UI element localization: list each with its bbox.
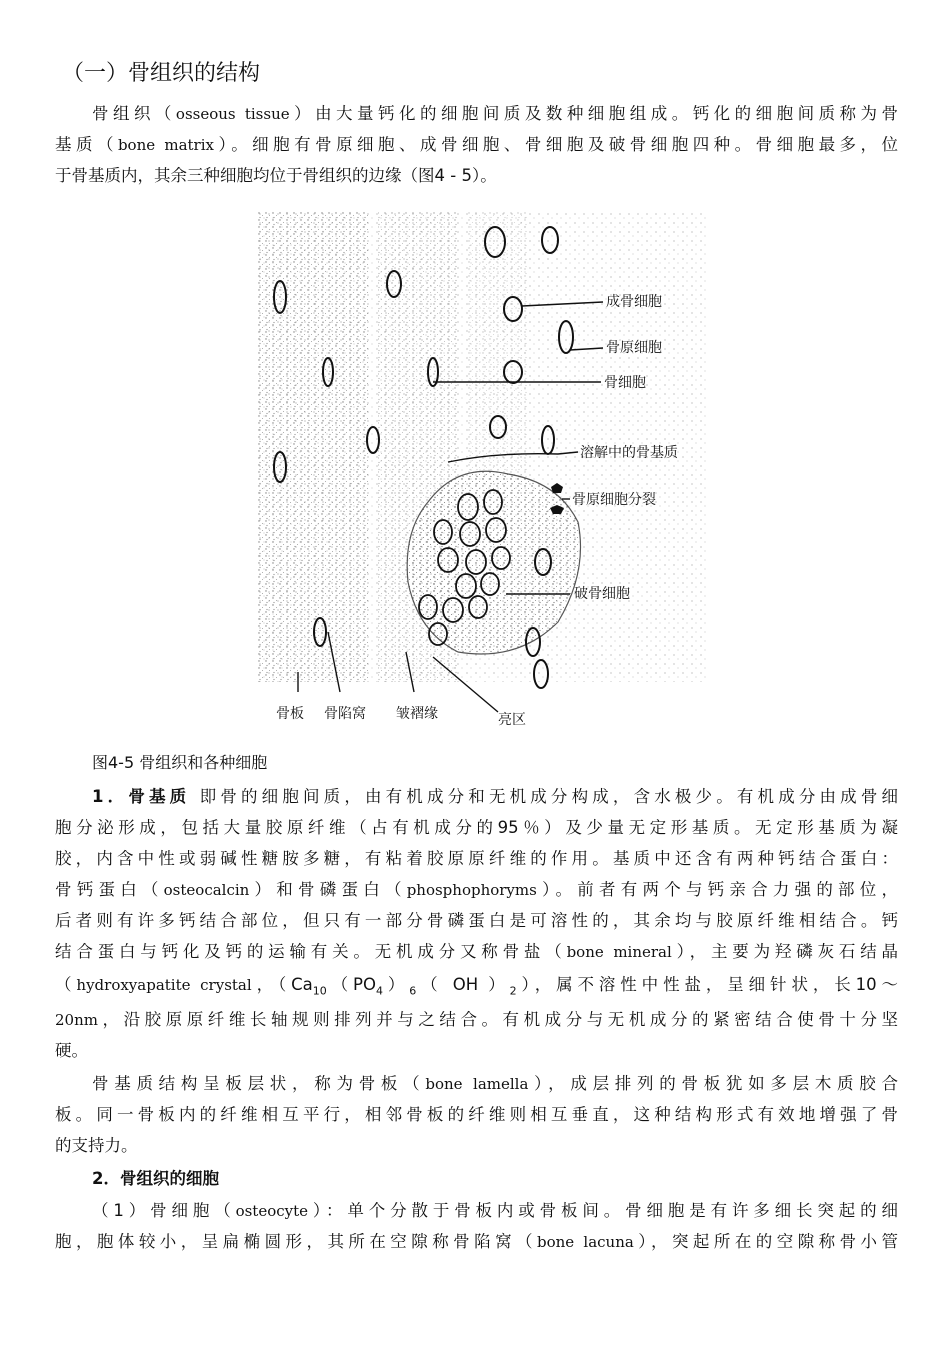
measurement: 20nm	[55, 1011, 98, 1029]
term-latin: osteocalcin	[163, 881, 250, 899]
text: ），成层排列的骨板犹如多层木质胶合	[528, 1074, 898, 1093]
subscript: 4	[375, 984, 383, 998]
section-title: （一）骨组织的结构	[62, 61, 261, 86]
label-osteoblast: 成骨细胞	[606, 294, 662, 310]
text: （1）骨细胞（	[92, 1201, 236, 1220]
text: ）。前者有两个与钙亲合力强的部位，	[536, 880, 899, 899]
lamella-line-3: 的支持力。	[55, 1136, 138, 1155]
intro-line-3	[55, 160, 898, 191]
bone-tissue-illustration	[258, 212, 706, 744]
label-lamella: 骨板	[276, 706, 304, 722]
text: 骨组织（	[92, 104, 176, 123]
cells-line-1	[55, 1195, 898, 1227]
text: ），属不溶性中性盐，呈细针状，长10～	[516, 975, 899, 994]
text: ）：单个分散于骨板内或骨板间。骨细胞是有许多细长突起的细	[308, 1201, 899, 1220]
intro-line-2	[55, 129, 898, 161]
text: ）	[382, 975, 410, 994]
matrix-line-9: 硬。	[55, 1041, 88, 1060]
text: ，沿胶原原纤维长轴规则排列并与之结合。有机成分与无机成分的紧密结合使骨十分坚	[97, 1010, 898, 1029]
subscript: 6	[409, 984, 417, 998]
label-dissolving-matrix: 溶解中的骨基质	[580, 445, 678, 461]
text: 即骨的细胞间质，由有机成分和无机成分构成，含水极少。有机成分由成骨细	[199, 787, 899, 806]
heading-bone-matrix: 骨基质	[128, 787, 191, 806]
subscript: 2	[509, 984, 517, 998]
term-latin: osseous tissue	[175, 105, 290, 123]
intro-line-1	[55, 98, 898, 130]
term-latin: bone matrix	[117, 136, 214, 154]
heading-number: 1．	[92, 787, 129, 806]
text: 骨钙蛋白（	[55, 880, 164, 899]
bone-tissue-figure	[258, 212, 706, 744]
label-clear-zone: 亮区	[498, 712, 526, 728]
text: （	[55, 975, 77, 994]
term-latin: bone mineral	[566, 943, 672, 961]
matrix-line-2: 胞分泌形成，包括大量胶原纤维（占有机成分的95％）及少量无定形基质。无定形基质为凝	[55, 818, 898, 837]
text: ）由大量钙化的细胞间质及数种细胞组成。钙化的细胞间质称为骨	[289, 104, 899, 123]
label-osteocyte: 骨细胞	[604, 375, 646, 391]
label-osteoclast: 破骨细胞	[574, 586, 630, 602]
label-ruffled-border: 皱褶缘	[396, 706, 438, 722]
text: ）和骨磷蛋白（	[249, 880, 407, 899]
text: 骨基质结构呈板层状，称为骨板（	[92, 1074, 426, 1093]
matrix-line-5: 后者则有许多钙结合部位，但只有一部分骨磷蛋白是可溶性的，其余均与胶原纤维相结合。钙	[55, 911, 898, 930]
matrix-line-3: 胶，内含中性或弱碱性糖胺多糖，有粘着胶原原纤维的作用。基质中还含有两种钙结合蛋白：	[55, 849, 898, 868]
lamella-line-1	[55, 1068, 898, 1100]
term-latin: osteocyte	[235, 1202, 309, 1220]
text: 胞，胞体较小，呈扁椭圆形，其所在空隙称骨陷窝（	[55, 1232, 538, 1251]
text: （ OH ）	[416, 975, 510, 994]
label-lacuna: 骨陷窝	[324, 706, 366, 722]
text: ，（Ca	[251, 975, 313, 994]
text: 结合蛋白与钙化及钙的运输有关。无机成分又称骨盐（	[55, 942, 567, 961]
subscript: 10	[312, 984, 327, 998]
text: 于骨基质内，其余三种细胞均位于骨组织的边缘（图4 - 5）。	[55, 166, 497, 185]
matrix-line-8	[55, 1004, 898, 1036]
label-osteoprogenitor-division: 骨原细胞分裂	[572, 492, 656, 508]
term-latin: bone lacuna	[537, 1233, 634, 1251]
matrix-line-1	[55, 781, 898, 812]
matrix-line-7	[55, 968, 898, 1008]
lamella-line-2: 板。同一骨板内的纤维相互平行，相邻骨板的纤维则相互垂直，这种结构形式有效地增强了骨	[55, 1105, 898, 1124]
text: 基质（	[55, 135, 118, 154]
figure-caption: 图4-5 骨组织和各种细胞	[92, 753, 268, 772]
cells-line-2	[55, 1226, 898, 1258]
text: ）。细胞有骨原细胞、成骨细胞、骨细胞及破骨细胞四种。骨细胞最多，位	[213, 135, 899, 154]
text: （PO	[326, 975, 376, 994]
text: ），突起所在的空隙称骨小管	[633, 1232, 899, 1251]
label-osteoprogenitor: 骨原细胞	[606, 340, 662, 356]
matrix-line-4	[55, 874, 898, 906]
term-latin: phosphophoryms	[406, 881, 537, 899]
heading-bone-cells: 2．骨组织的细胞	[92, 1169, 219, 1188]
term-latin: hydroxyapatite crystal	[76, 976, 252, 994]
term-latin: bone lamella	[425, 1075, 529, 1093]
text: ），主要为羟磷灰石结晶	[671, 942, 899, 961]
matrix-line-6	[55, 936, 898, 968]
